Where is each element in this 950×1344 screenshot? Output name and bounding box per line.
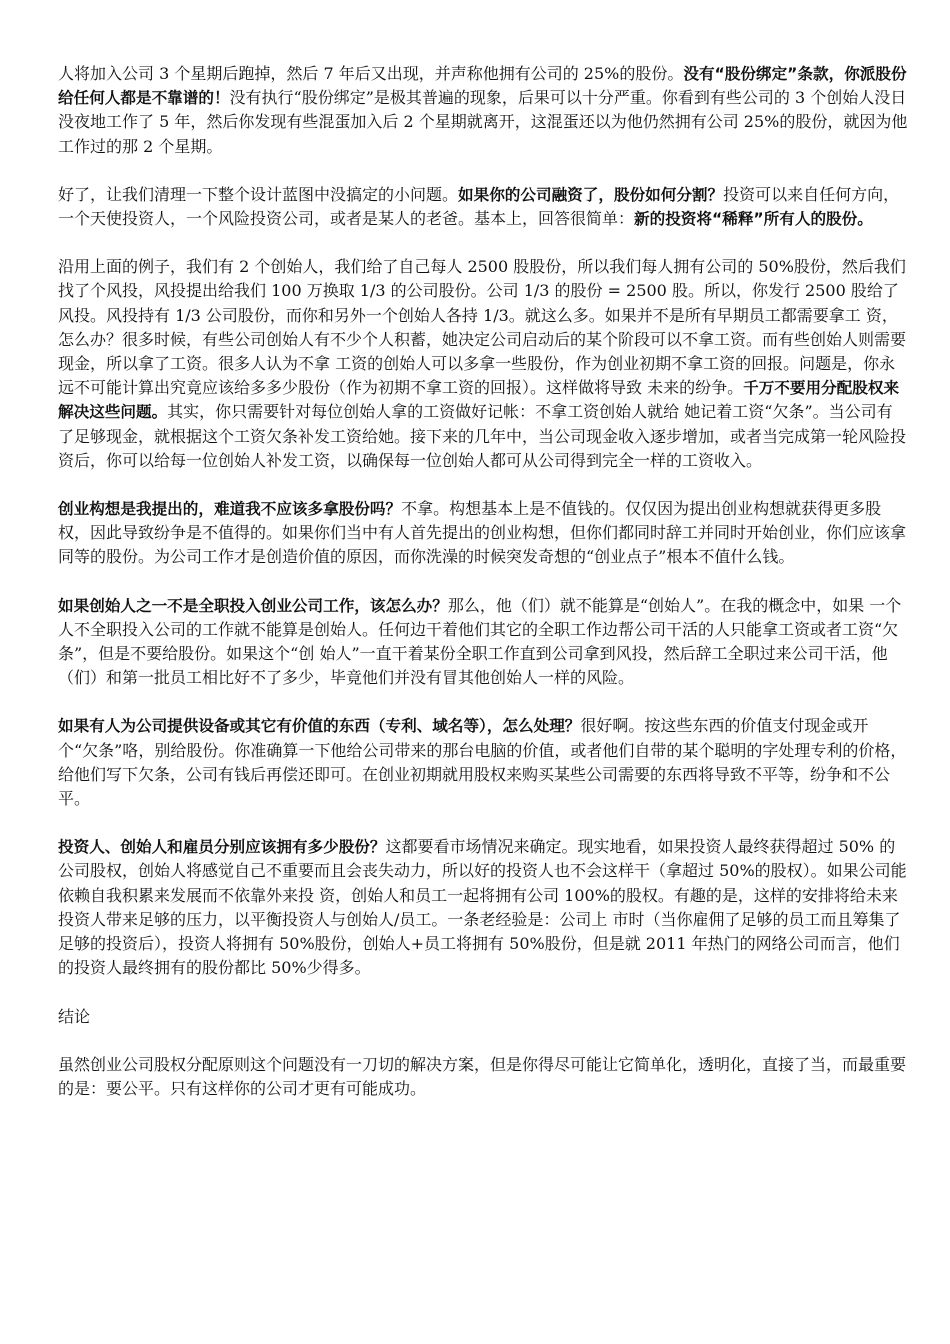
bold-text-run: 新的投资将“稀释”所有人的股份。: [634, 210, 873, 229]
text-run: 其实，你只需要针对每位创始人拿的工资做好记帐：不拿工资创始人就给 她记着工资“欠条”。当公司有了足够现金，就根据这个工资欠条补发工资给她。接下来的几年中，当公司现金收入逐步增加，或者当完成第一轮风险投资后，你可以给每一位创始人补发工资，以确保每一位创始人都可从公司得到完全一样的工资收入。: [58, 402, 907, 470]
text-run: 没有执行“股份绑定”是极其普遍的现象，后果可以十分严重。你看到有些公司的 3 个创始人没日没夜地工作了 5 年，然后你发现有些混蛋加入后 2 个星期就离开，这混蛋还以为他仍然拥有公司 25%的股份，就因为他工作过的那 2 个星期。: [58, 88, 908, 156]
bold-text-run: 如果你的公司融资了，股份如何分割？: [458, 185, 724, 204]
paragraph: [58, 835, 908, 980]
text-run: 人将加入公司 3 个星期后跑掉，然后 7 年后又出现，并声称他拥有公司的 25%的股份。: [58, 64, 684, 83]
text-run: 很好啊。按这些东西的价值支付现金或开个“欠条”咯，别给股份。你准确算一下他给公司带来的那台电脑的价值，或者他们自带的某个聪明的字处理专利的价格，给他们写下欠条，公司有钱后再偿还即可。在创业初期就用股权来购买某些公司需要的东西将导致不平等，纷争和不公平。: [58, 716, 907, 809]
text-run: 那么，他（们）就不能算是“创始人”。在我的概念中，如果 一个人不全职投入公司的工作就不能算是创始人。任何边干着他们其它的全职工作边帮公司干活的人只能拿工资或者工资“欠条”，但是不要给股份。如果这个“创 始人”一直干着某份全职工作直到公司拿到风投，然后辞工全职过来公司干活，他（们）和第一批员工相比好不了多少，毕竟他们并没有冒其他创始人一样的风险。: [58, 595, 902, 688]
article-body: [58, 62, 908, 981]
text-run: 好了，让我们清理一下整个设计蓝图中没搞定的小问题。: [58, 184, 459, 204]
conclusion-paragraph: 虽然创业公司股权分配原则这个问题没有一刀切的解决方案，但是你得尽可能让它简单化，透明化，直接了当，而最重要的是：要公平。只有这样你的公司才更有可能成功。: [58, 1054, 907, 1098]
paragraph: [58, 255, 908, 473]
conclusion-heading: 结论: [58, 1006, 91, 1026]
text-run: 投资可以来自任何方向，一个天使投资人，一个风险投资公司，或者是某人的老爸。基本上，回答很简单：: [58, 184, 900, 229]
paragraph: [58, 183, 908, 231]
bold-text-run: 创业构想是我提出的，难道我不应该多拿股份吗？: [58, 500, 402, 519]
text-run: 这都要看市场情况来确定。现实地看，如果投资人最终获得超过 50% 的公司股权，创始人将感觉自己不重要而且会丧失动力，所以好的投资人也不会这样干（拿超过 50%的股权）。如果公司能依赖自我积累来发展而不依靠外来投 资，创始人和员工一起将拥有公司 100%的股权。有趣的是，这样的安排将给未来投资人带来足够的压力，以平衡投资人与创始人/员工。一条老经验是：公司上 市时（当你雇佣了足够的员工而且筹集了足够的投资后），投资人将拥有 50%股份，创始人+员工将拥有 50%股份，但是就 2011 年热门的网络公司而言，他们的投资人最终拥有的股份都比 50%少得多。: [58, 837, 907, 978]
text-run: 不拿。构想基本上是不值钱的。仅仅因为提出创业构想就获得更多股 权，因此导致纷争是不值得的。如果你们当中有人首先提出的创业构想，但你们都同时辞工并同时开始创业，你们应该拿同等的股份。为公司工作才是创造价值的原因，而你洗澡的时候突发奇想的“创业点子”根本不值什么钱。: [58, 499, 907, 567]
paragraph: [58, 497, 908, 570]
bold-text-run: 没有“股份绑定”条款，你派股份给任何人都是不靠谱的！: [58, 65, 907, 108]
bold-text-run: 千万不要用分配股权来解决这些问题。: [58, 379, 900, 422]
bold-text-run: 投资人、创始人和雇员分别应该拥有多少股份？: [58, 838, 386, 857]
paragraph: [58, 594, 908, 691]
bold-text-run: 如果创始人之一不是全职投入创业公司工作，该怎么办？: [58, 596, 448, 615]
bold-text-run: 如果有人为公司提供设备或其它有价值的东西（专利、域名等），怎么处理？: [58, 717, 581, 736]
paragraph: [58, 714, 908, 811]
text-run: 沿用上面的例子，我们有 2 个创始人，我们给了自己每人 2500 股股份，所以我们每人拥有公司的 50%股份，然后我们找了个风投，风投提出给我们 100 万换取 1/3 的公司股份。公司 1/3 的股份 = 2500 股。所以，你发行 2500 股给了风投。风投持有 1/3 公司股份，而你和另外一个创始人各持 1/3。就这么多。如果并不是所有早期员工都需要拿工 资，怎么办？很多时候，有些公司创始人有不少个人积蓄，她决定公司启动后的某个阶段可以不拿工资。而有些创始人则需要现金，所以拿了工资。很多人认为不拿 工资的创始人可以多拿一些股份，作为创业初期不拿工资的回报。问题是，你永远不可能计算出究竟应该给多多少股份（作为初期不拿工资的回报）。这样做将导致 未来的纷争。: [58, 257, 907, 398]
paragraph: [58, 62, 908, 159]
